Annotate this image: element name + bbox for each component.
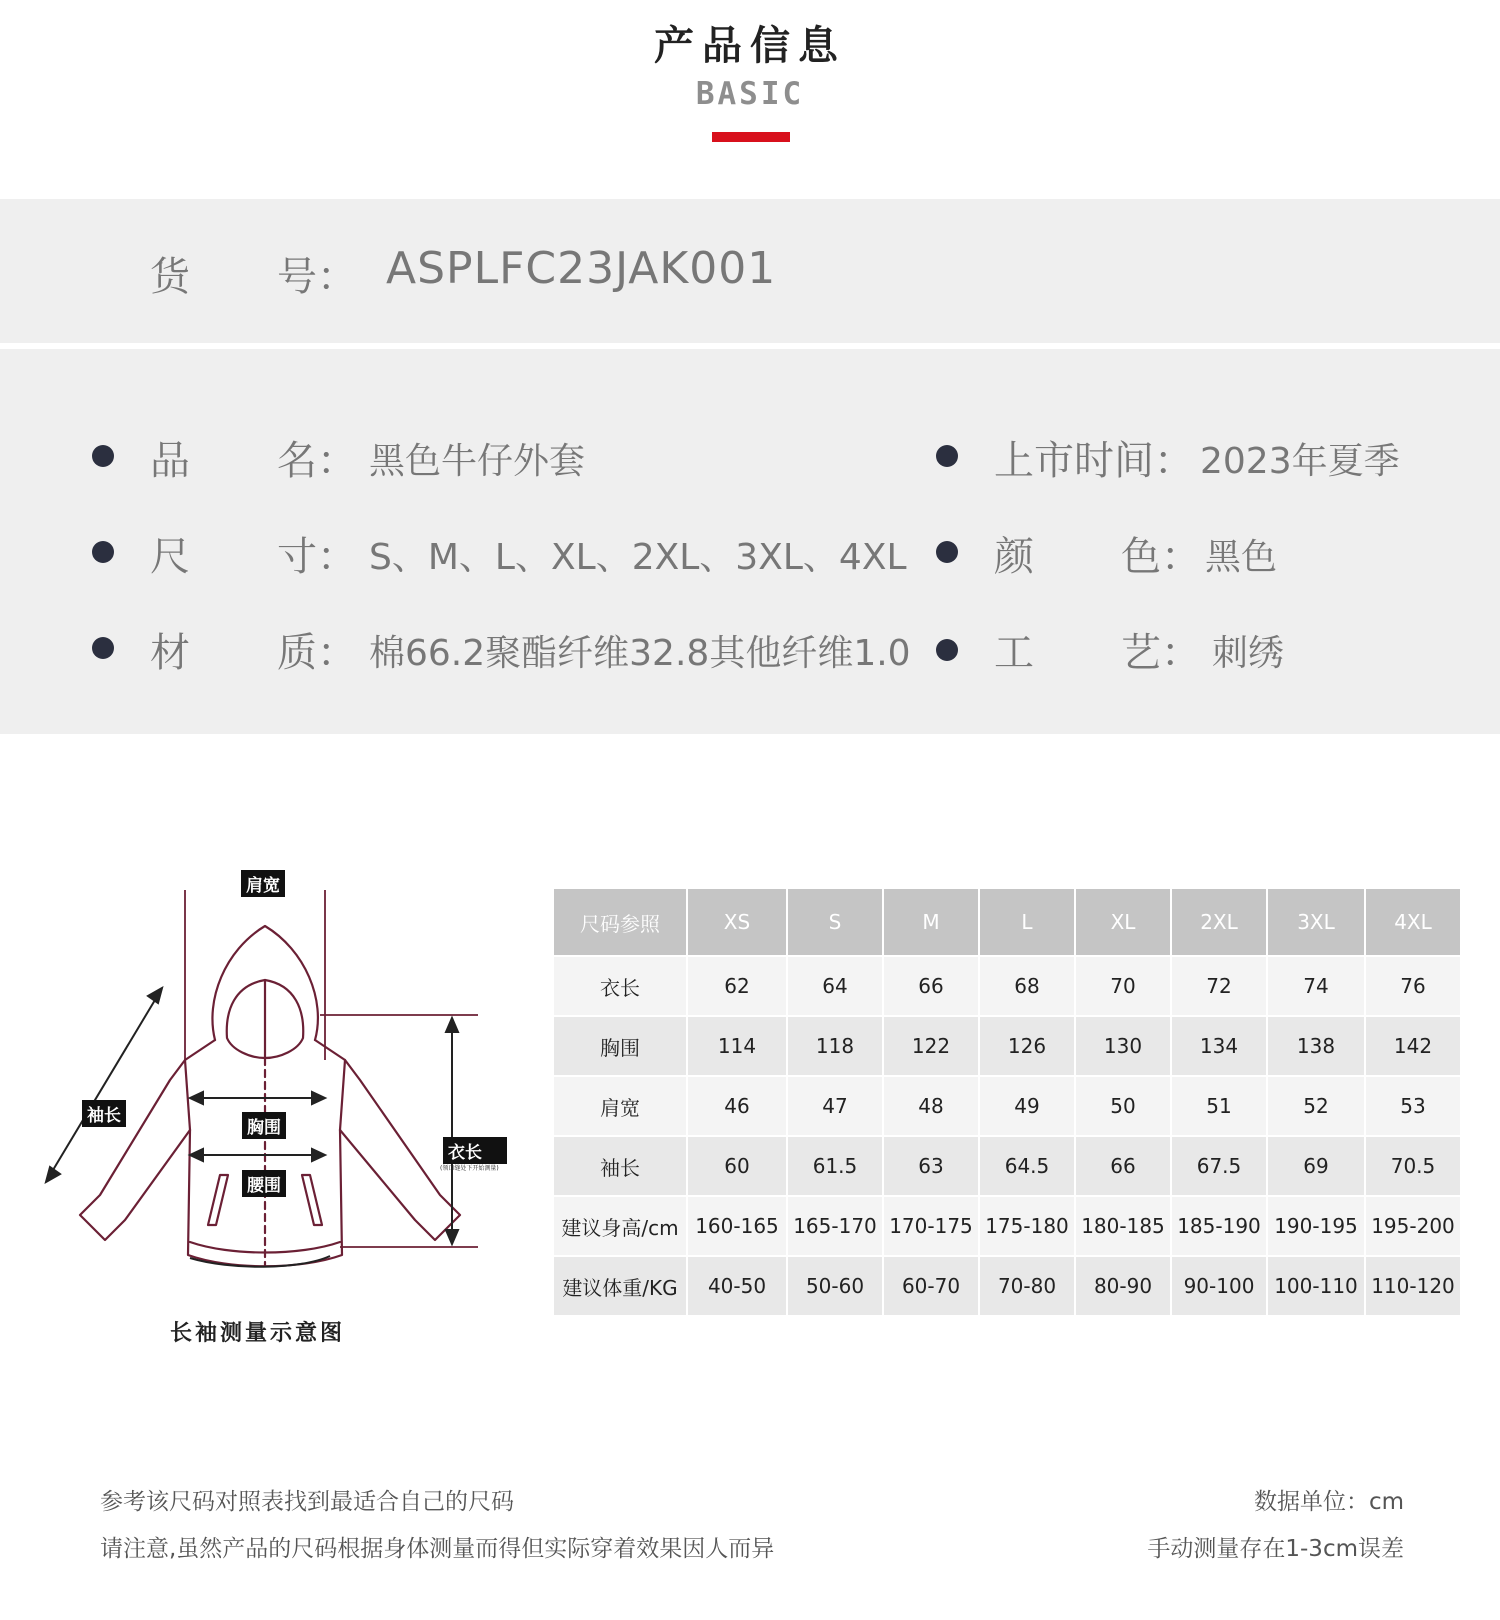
- attr-material-label-b: 质：: [277, 630, 357, 676]
- title-accent-bar: [712, 132, 790, 142]
- size-header-m: M: [884, 889, 978, 955]
- attr-craft-value: 刺绣: [1212, 633, 1285, 674]
- page-title: 产品信息: [654, 23, 846, 69]
- attr-craft-label-b: 艺：: [1121, 630, 1201, 676]
- table-cell: 80-90: [1076, 1257, 1170, 1315]
- table-cell: 53: [1366, 1077, 1460, 1135]
- table-cell: 69: [1268, 1137, 1364, 1195]
- table-cell: 50: [1076, 1077, 1170, 1135]
- table-row: [554, 1077, 1460, 1135]
- bullet-icon: [936, 445, 958, 467]
- table-cell: 66: [884, 957, 978, 1015]
- label-length: 衣长: [443, 1137, 507, 1164]
- attr-name-label-a: 品: [150, 438, 190, 484]
- sku-value: ASPLFC23JAK001: [386, 243, 777, 294]
- table-cell: 70.5: [1366, 1137, 1460, 1195]
- table-cell: 142: [1366, 1017, 1460, 1075]
- size-corner-cell: 尺码参照: [554, 889, 686, 955]
- table-cell: 61.5: [788, 1137, 882, 1195]
- table-cell: 126: [980, 1017, 1074, 1075]
- table-cell: 138: [1268, 1017, 1364, 1075]
- table-cell: 68: [980, 957, 1074, 1015]
- table-cell: 190-195: [1268, 1197, 1364, 1255]
- table-cell: 52: [1268, 1077, 1364, 1135]
- size-header-xl: XL: [1076, 889, 1170, 955]
- attr-color-label-b: 色：: [1121, 534, 1201, 580]
- bullet-icon: [92, 541, 114, 563]
- table-cell: 100-110: [1268, 1257, 1364, 1315]
- size-header-4xl: 4XL: [1366, 889, 1460, 955]
- table-cell: 62: [688, 957, 786, 1015]
- size-chart-table: [552, 887, 1462, 1317]
- table-cell: 64: [788, 957, 882, 1015]
- table-cell: 170-175: [884, 1197, 978, 1255]
- measurement-guides: [185, 890, 478, 1247]
- sku-label-a: 货: [150, 254, 190, 300]
- size-header-row: [554, 889, 1460, 955]
- row-label-cell: 建议身高/cm: [554, 1197, 686, 1255]
- attr-size-value: S、M、L、XL、2XL、3XL、4XL: [369, 537, 907, 578]
- diagram-caption: 长袖测量示意图: [170, 1321, 346, 1346]
- table-row: [554, 1197, 1460, 1255]
- label-chest: 胸围: [242, 1112, 286, 1139]
- note-left-1: 参考该尺码对照表找到最适合自己的尺码: [100, 1489, 514, 1515]
- row-label-cell: 肩宽: [554, 1077, 686, 1135]
- table-cell: 70: [1076, 957, 1170, 1015]
- table-cell: 185-190: [1172, 1197, 1266, 1255]
- table-cell: 67.5: [1172, 1137, 1266, 1195]
- jacket-outline-icon: [80, 926, 460, 1266]
- size-header-3xl: 3XL: [1268, 889, 1364, 955]
- table-cell: 175-180: [980, 1197, 1074, 1255]
- attr-size-label-b: 寸：: [277, 534, 357, 580]
- size-header-l: L: [980, 889, 1074, 955]
- table-cell: 130: [1076, 1017, 1170, 1075]
- table-cell: 160-165: [688, 1197, 786, 1255]
- note-right-2: 手动测量存在1-3cm误差: [1147, 1536, 1404, 1562]
- note-right-1: 数据单位：cm: [1253, 1489, 1404, 1515]
- table-cell: 66: [1076, 1137, 1170, 1195]
- table-cell: 110-120: [1366, 1257, 1460, 1315]
- table-cell: 48: [884, 1077, 978, 1135]
- table-cell: 180-185: [1076, 1197, 1170, 1255]
- table-cell: 49: [980, 1077, 1074, 1135]
- bullet-icon: [936, 639, 958, 661]
- row-label-cell: 胸围: [554, 1017, 686, 1075]
- table-row: [554, 1257, 1460, 1315]
- table-cell: 74: [1268, 957, 1364, 1015]
- table-cell: 47: [788, 1077, 882, 1135]
- table-cell: 46: [688, 1077, 786, 1135]
- row-label-cell: 建议体重/KG: [554, 1257, 686, 1315]
- attr-release-label: 上市时间：: [994, 438, 1194, 484]
- table-cell: 70-80: [980, 1257, 1074, 1315]
- bullet-icon: [92, 445, 114, 467]
- table-cell: 40-50: [688, 1257, 786, 1315]
- attr-material-value: 棉66.2聚酯纤维32.8其他纤维1.0: [369, 633, 911, 674]
- size-header-2xl: 2XL: [1172, 889, 1266, 955]
- attr-craft-label-a: 工: [994, 630, 1034, 676]
- attributes-panel: [0, 349, 1500, 734]
- table-cell: 60: [688, 1137, 786, 1195]
- attr-release-value: 2023年夏季: [1200, 441, 1400, 482]
- row-label-cell: 衣长: [554, 957, 686, 1015]
- size-header-s: S: [788, 889, 882, 955]
- table-cell: 72: [1172, 957, 1266, 1015]
- table-cell: 134: [1172, 1017, 1266, 1075]
- table-row: [554, 1017, 1460, 1075]
- row-label-cell: 袖长: [554, 1137, 686, 1195]
- size-header-xs: XS: [688, 889, 786, 955]
- table-cell: 195-200: [1366, 1197, 1460, 1255]
- table-row: [554, 1137, 1460, 1195]
- table-cell: 60-70: [884, 1257, 978, 1315]
- table-cell: 122: [884, 1017, 978, 1075]
- attr-name-value: 黑色牛仔外套: [369, 441, 586, 482]
- attr-color-value: 黑色: [1205, 537, 1278, 578]
- attr-size-label-a: 尺: [150, 534, 190, 580]
- table-cell: 90-100: [1172, 1257, 1266, 1315]
- sku-label-b: 号：: [277, 254, 357, 300]
- table-cell: 118: [788, 1017, 882, 1075]
- table-cell: 51: [1172, 1077, 1266, 1135]
- attr-material-label-a: 材: [150, 630, 190, 676]
- table-cell: 64.5: [980, 1137, 1074, 1195]
- label-shoulder: 肩宽: [241, 870, 285, 897]
- bullet-icon: [92, 637, 114, 659]
- attr-color-label-a: 颜: [994, 534, 1034, 580]
- table-cell: 114: [688, 1017, 786, 1075]
- page-subtitle: BASIC: [695, 76, 805, 112]
- measurement-arrows: [46, 890, 458, 1267]
- attr-name-label-b: 名：: [277, 438, 357, 484]
- table-cell: 63: [884, 1137, 978, 1195]
- table-row: [554, 957, 1460, 1015]
- table-cell: 50-60: [788, 1257, 882, 1315]
- sku-panel: [0, 199, 1500, 343]
- label-sleeve: 袖长: [82, 1100, 126, 1127]
- table-cell: 165-170: [788, 1197, 882, 1255]
- label-waist: 腰围: [242, 1170, 286, 1197]
- note-left-2: 请注意,虽然产品的尺码根据身体测量而得但实际穿着效果因人而异: [100, 1536, 775, 1562]
- bullet-icon: [936, 541, 958, 563]
- label-length-note: (领口缝处下开始测量): [440, 1165, 499, 1172]
- table-cell: 76: [1366, 957, 1460, 1015]
